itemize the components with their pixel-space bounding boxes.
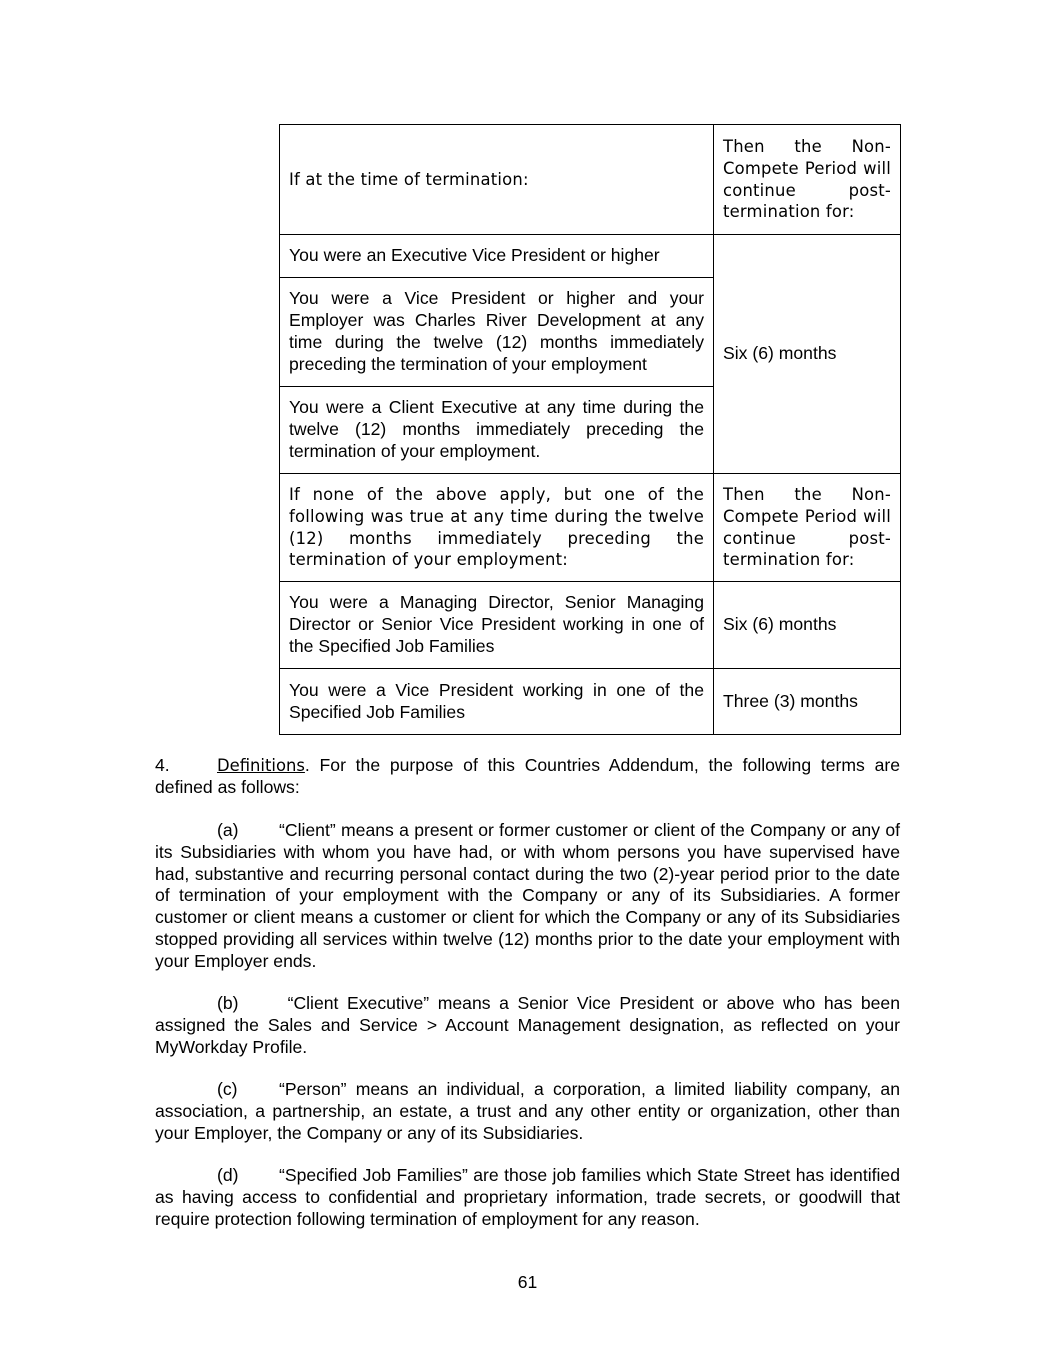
period-vp-cell: Three (3) months xyxy=(714,669,901,735)
definition-d xyxy=(155,1165,900,1230)
section-number: 4. xyxy=(155,755,170,775)
table-row xyxy=(280,669,901,735)
condition-evp-cell: You were an Executive Vice President or higher xyxy=(280,235,714,278)
period-six-months-cell: Six (6) months xyxy=(714,235,901,474)
condition-md-cell: You were a Managing Director, Senior Managing Director or Senior Vice President working in one of the Specified Job Families xyxy=(280,582,714,669)
condition-client-executive-cell: You were a Client Executive at any time during the twelve (12) months immediately preceding the termination of your employment. xyxy=(280,387,714,474)
table-subheader-row xyxy=(280,474,901,582)
definition-label: (b) xyxy=(217,993,239,1013)
table-row xyxy=(280,582,901,669)
non-compete-table xyxy=(279,124,901,735)
header-condition-cell: If at the time of termination: xyxy=(280,125,714,235)
definition-label: (c) xyxy=(217,1079,238,1099)
section-heading: Definitions xyxy=(217,756,305,775)
section-4-paragraph xyxy=(155,755,900,799)
definition-b xyxy=(155,993,900,1058)
table-row xyxy=(280,235,901,278)
section-intro: . For the purpose of this Countries Addendum, the following terms are defined as follows: xyxy=(155,755,900,797)
definition-text: “Specified Job Families” are those job families which State Street has identified as having access to confidential and proprietary information, trade secrets, or goodwill that require protection following termination of employment for any reason. xyxy=(155,1165,900,1229)
subheader-period-cell: Then the Non-Compete Period will continue post-termination for: xyxy=(714,474,901,582)
table-header-row xyxy=(280,125,901,235)
definition-text: “Client Executive” means a Senior Vice President or above who has been assigned the Sales and Service > Account Management designation, as reflected on your MyWorkday Profile. xyxy=(155,993,900,1057)
definition-text: “Client” means a present or former customer or client of the Company or any of its Subsidiaries with whom you have had, or with whom persons you have supervised have had, substantive and recurring personal contact during the two (2)-year period prior to the date of termination of your employment with the Company or any of its Subsidiaries. A former customer or client means a customer or client for which the Company or any of its Subsidiaries stopped providing all services within twelve (12) months prior to the date your employment with your Employer ends. xyxy=(155,820,900,971)
definition-text: “Person” means an individual, a corporation, a limited liability company, an association, a partnership, an estate, a trust and any other entity or organization, other than your Employer, the Company or any of its Subsidiaries. xyxy=(155,1079,900,1143)
page-number: 61 xyxy=(517,1272,538,1292)
subheader-condition-cell: If none of the above apply, but one of the following was true at any time during the twelve (12) months immediately preceding the termination of your employment: xyxy=(280,474,714,582)
definition-a xyxy=(155,820,900,973)
condition-vp-crd-cell: You were a Vice President or higher and your Employer was Charles River Development at any time during the twelve (12) months immediately preceding the termination of your employment xyxy=(280,278,714,387)
header-period-cell: Then the Non-Compete Period will continue post-termination for: xyxy=(714,125,901,235)
period-md-cell: Six (6) months xyxy=(714,582,901,669)
definition-c xyxy=(155,1079,900,1144)
definition-label: (a) xyxy=(217,820,239,840)
definition-label: (d) xyxy=(217,1165,239,1185)
condition-vp-cell: You were a Vice President working in one of the Specified Job Families xyxy=(280,669,714,735)
